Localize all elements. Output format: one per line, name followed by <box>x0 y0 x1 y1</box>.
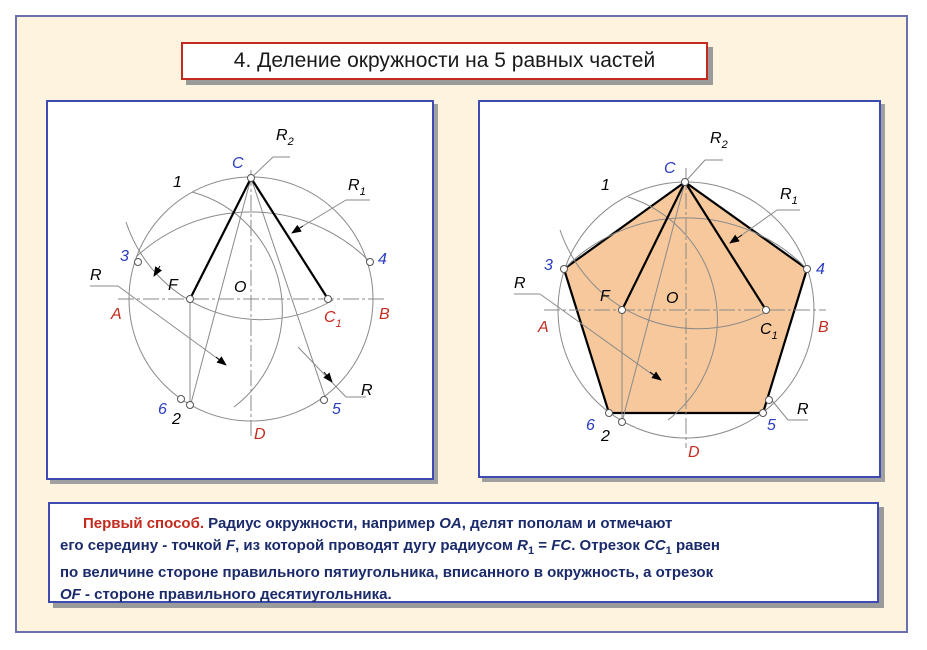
label-6: 6 <box>586 417 595 434</box>
leader-r2 <box>251 157 273 178</box>
desc-line-1: Первый способ. Радиус окружности, например OA, делят пополам и отмечают <box>83 515 673 532</box>
label-d: D <box>254 426 266 443</box>
label-6: 6 <box>158 401 167 418</box>
label-c1: $C_1$ <box>324 309 342 330</box>
first-method-label: Первый способ. <box>83 515 205 532</box>
label-f: F <box>600 288 610 305</box>
label-3: 3 <box>120 248 129 265</box>
left-construction-panel <box>46 100 434 480</box>
label-5: 5 <box>332 401 341 418</box>
point-extra <box>766 397 773 404</box>
label-3: 3 <box>544 257 553 274</box>
label-b: B <box>818 319 829 336</box>
label-r1: $R_1$ <box>780 186 798 207</box>
point-5 <box>760 410 767 417</box>
leader-r-left-diag <box>118 286 225 364</box>
label-r-left: R <box>90 267 102 284</box>
label-2: 2 <box>172 411 181 428</box>
label-5: 5 <box>767 417 776 434</box>
title-text: 4. Деление окружности на 5 равных частей <box>233 49 656 72</box>
arrow-r-left <box>216 357 226 365</box>
right-construction-drawing <box>480 102 879 476</box>
left-construction-drawing <box>48 102 432 478</box>
point-6 <box>606 410 613 417</box>
arc-r2 <box>136 212 373 265</box>
label-b: B <box>379 306 390 323</box>
right-construction-panel <box>478 100 881 478</box>
label-f: F <box>168 277 178 294</box>
point-2 <box>187 402 194 409</box>
page-title <box>181 42 708 80</box>
label-d: D <box>688 444 700 461</box>
label-a: A <box>111 306 122 323</box>
point-f <box>619 307 626 314</box>
desc-line-2: его середину - точкой F, из которой проводят дугу радиусом $R_1$ = FC. Отрезок $CC_1$ равен <box>60 537 720 557</box>
point-3 <box>561 266 568 273</box>
arrow-r1 <box>292 226 303 233</box>
label-1: 1 <box>173 174 182 191</box>
label-o: O <box>234 279 247 296</box>
point-4 <box>367 259 374 266</box>
point-5 <box>321 397 328 404</box>
point-6 <box>178 396 185 403</box>
point-c <box>248 175 255 182</box>
label-1: 1 <box>601 177 610 194</box>
label-2: 2 <box>601 428 610 445</box>
leader-r2 <box>685 160 705 182</box>
label-c: C <box>664 160 676 177</box>
desc-line-3: по величине стороне правильного пятиугольника, вписанного в окружность, а отрезок <box>60 564 714 581</box>
desc-line-4: OF - стороне правильного десятиугольника. <box>60 586 392 603</box>
arrow-r-right <box>324 372 332 382</box>
label-4: 4 <box>816 261 825 278</box>
label-r2: $R_2$ <box>710 130 728 151</box>
label-4: 4 <box>378 251 387 268</box>
point-2 <box>619 419 626 426</box>
point-f <box>187 296 194 303</box>
label-o: O <box>666 290 679 307</box>
line-c-5 <box>251 178 326 400</box>
point-c1 <box>325 296 332 303</box>
label-c: C <box>232 155 244 172</box>
label-r2: $R_2$ <box>276 127 294 148</box>
label-a: A <box>538 319 549 336</box>
label-r-left: R <box>514 275 526 292</box>
label-c1: $C_1$ <box>760 321 778 342</box>
point-3 <box>135 259 142 266</box>
label-r-right: R <box>361 382 373 399</box>
point-c <box>682 179 689 186</box>
point-4 <box>804 266 811 273</box>
label-r1: $R_1$ <box>348 177 366 198</box>
label-r-right: R <box>797 401 809 418</box>
point-c1 <box>763 307 770 314</box>
method-description <box>48 502 879 603</box>
